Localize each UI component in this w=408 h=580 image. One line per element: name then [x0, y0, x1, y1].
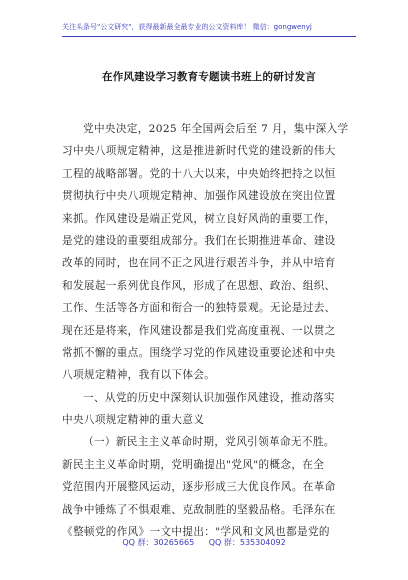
body-line: 来抓。作风建设是端正党风，树立良好风尚的重要工作，: [62, 212, 336, 225]
body-line: 工作、生活等各方面和衔合一的独特景观。无论是过去、: [62, 302, 336, 315]
body-line: 党中央决定，2025 年全国两会后至 7 月，集中深入学: [83, 123, 349, 135]
body-line: 习中央八项规定精神，这是推进新时代党的建设新的伟大: [62, 145, 336, 158]
body-line: 八项规定精神，我有以下体会。: [62, 369, 216, 382]
body-line: 中央八项规定精神的重大意义: [62, 414, 205, 427]
body-line: 党范围内开展整风运动，逐步形成三大优良作风。在革命: [62, 481, 336, 494]
body-line: 现在还是将来，作风建设都是我们党高度重视、一以贯之: [62, 324, 336, 337]
document-title: 在作风建设学习教育专题读书班上的研讨发言: [102, 71, 316, 83]
footer-qq-group-2: QQ 群：535304092: [208, 538, 286, 547]
body-line: 改革的同时，也在同不正之风进行艰苦斗争，并从中培育: [62, 257, 336, 270]
body-line: 是党的建设的重要组成部分。我们在长期推进革命、建设: [62, 234, 336, 247]
body-line: 常抓不懈的重点。围绕学习党的作风建设重要论述和中央: [62, 346, 336, 359]
body-line: 和发展起一系列优良作风，形成了在思想、政治、组织、: [62, 279, 336, 292]
body-line: 一、从党的历史中深刻认识加强作风建设，推动落实: [83, 391, 335, 404]
header-notice: 关注头条号"公文研究"，获得最新最全最专业的公文资料库！ 微信：gongwenyj: [62, 23, 312, 31]
footer: [0, 537, 408, 548]
body-line: 《整顿党的作风》一文中提出："学风和文风也都是党的: [62, 526, 330, 539]
header-rule: [62, 36, 356, 37]
body-line: （一）新民主主义革命时期，党风引领革命无不胜。: [83, 436, 335, 449]
body-line: 工程的战略部署。党的十八大以来，中央始终把持之以恒: [62, 167, 336, 180]
footer-qq-group-1: QQ 群：30265665: [122, 538, 195, 547]
body-line: 新民主主义革命时期，党明确提出"党风"的概念，在全: [62, 458, 325, 471]
body-line: 战争中锤炼了不惧艰难、克敌制胜的坚毅品格。毛泽东在: [62, 503, 336, 516]
document-body: [62, 118, 354, 543]
body-line: 贯彻执行中央八项规定精神、加强作风建设放在突出位置: [62, 190, 336, 203]
